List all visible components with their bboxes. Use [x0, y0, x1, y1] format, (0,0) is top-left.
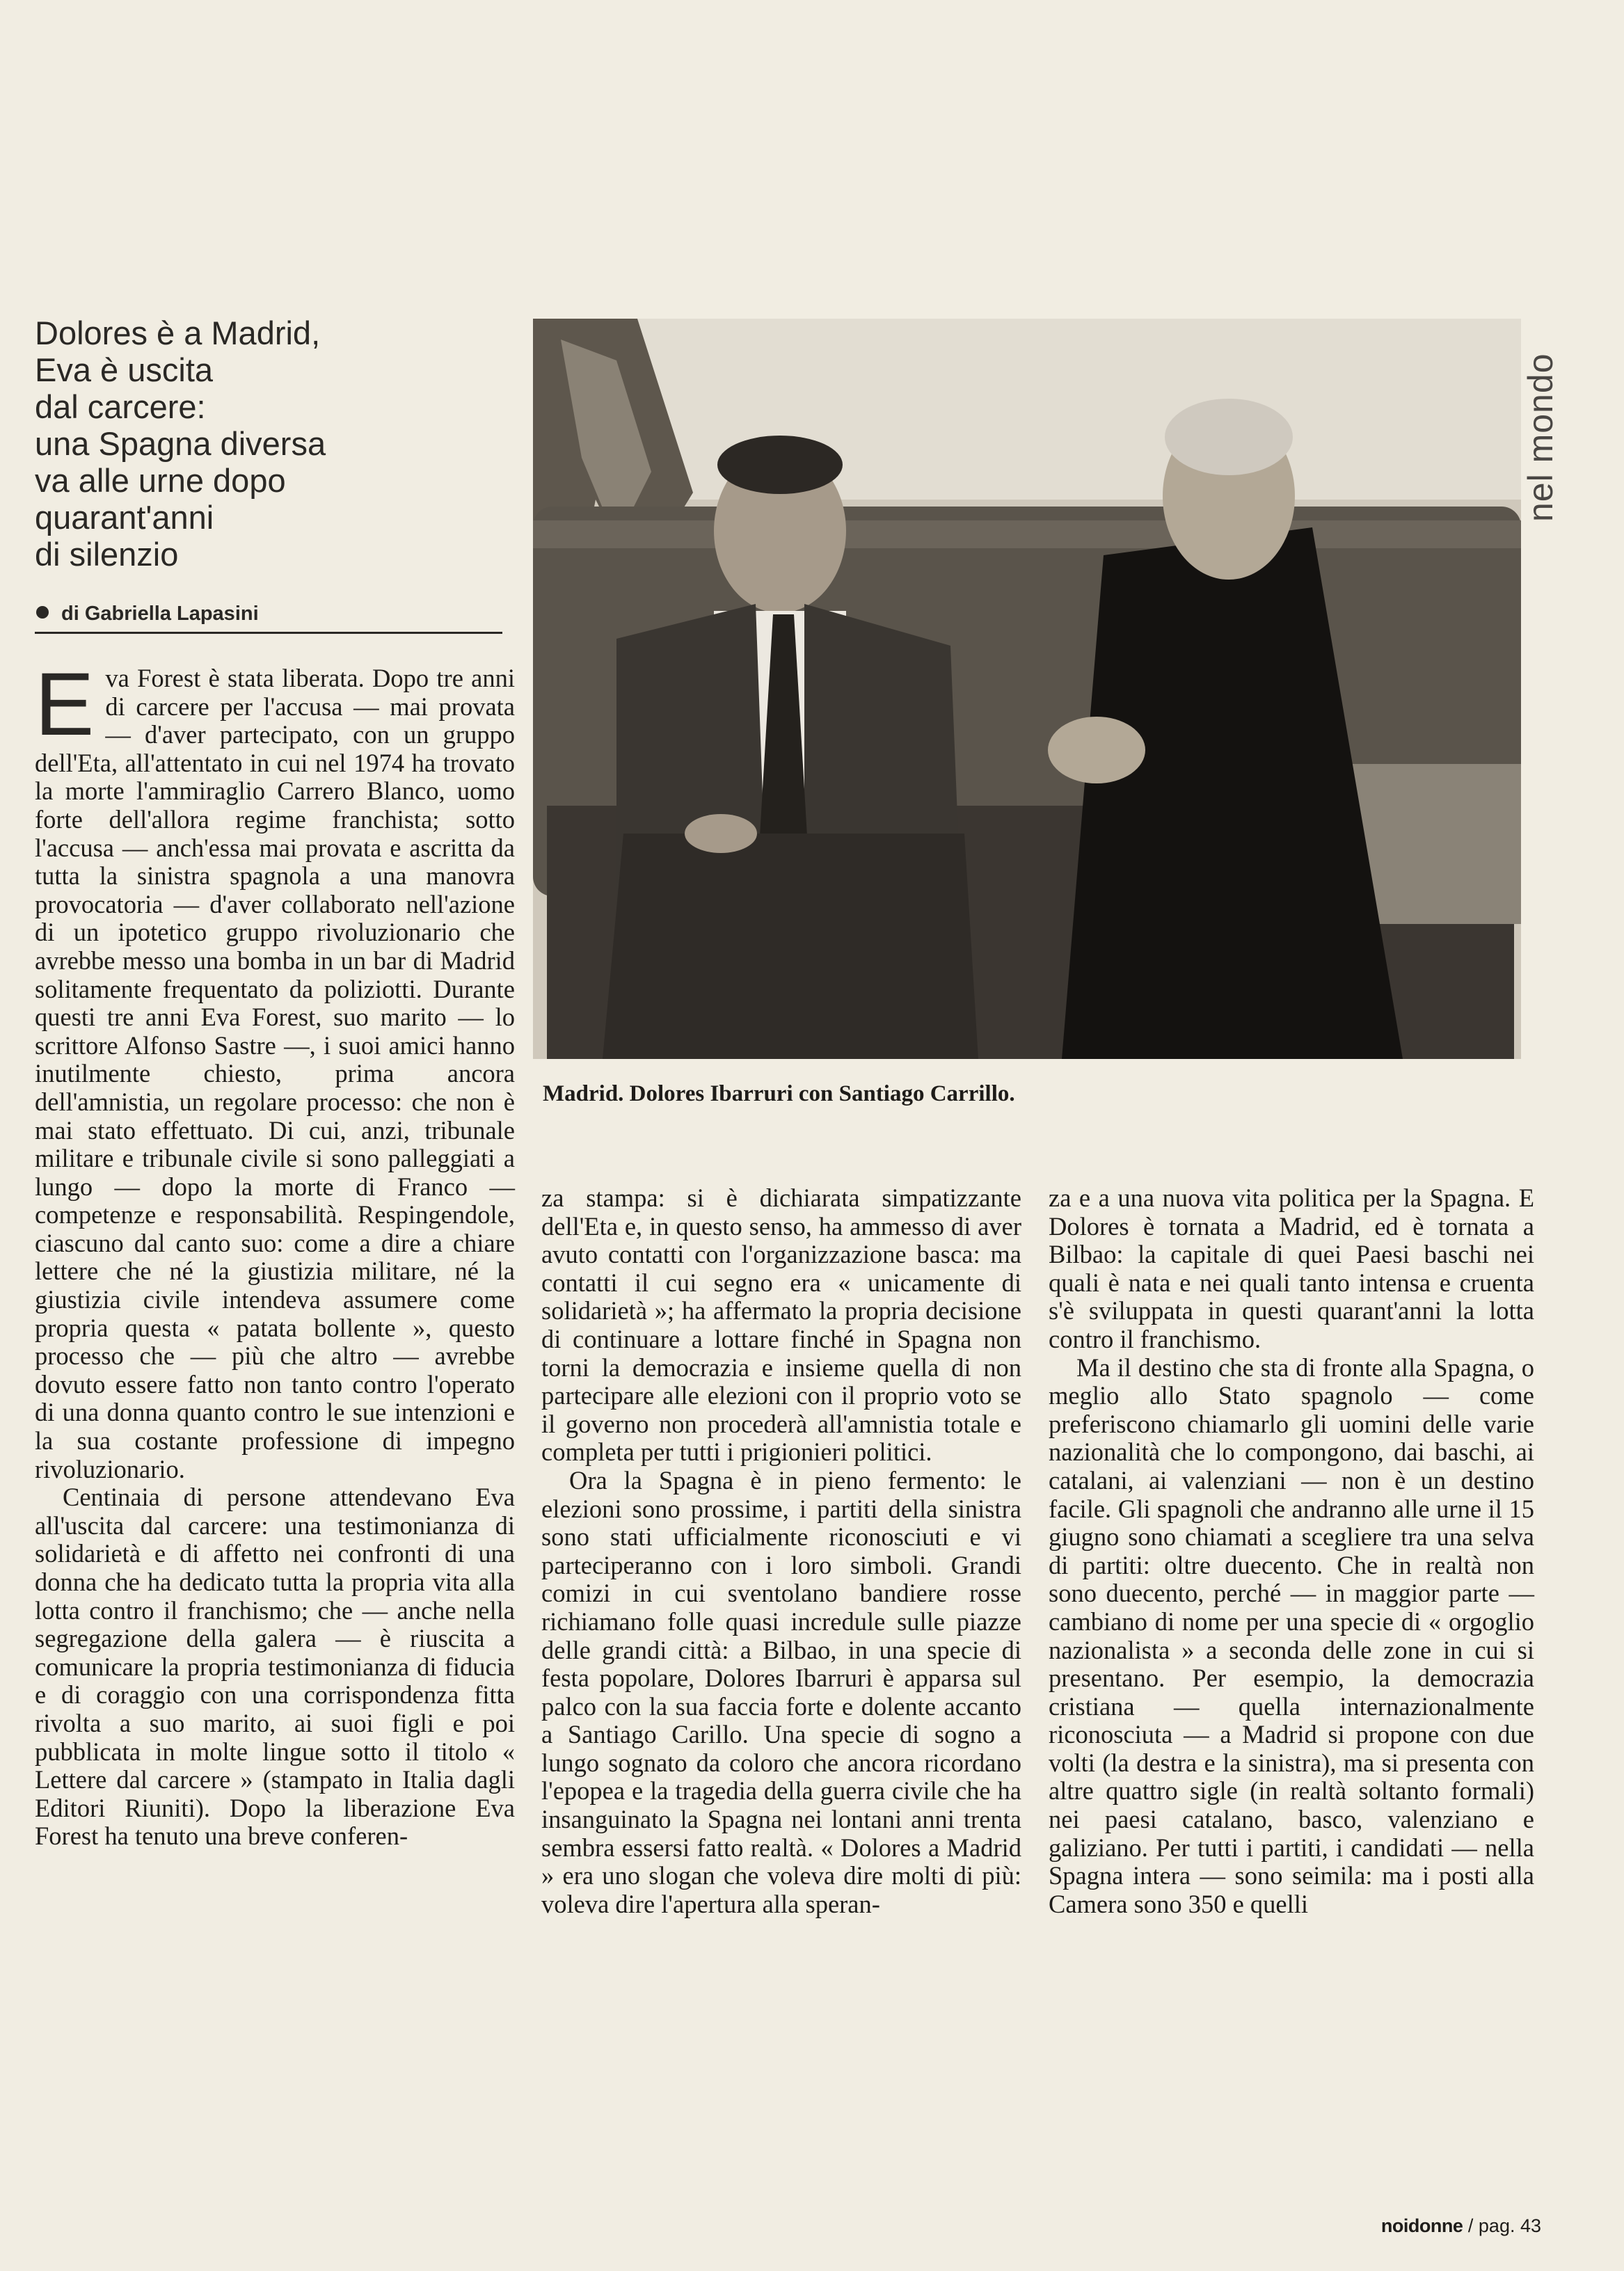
article-paragraph: Centinaia di persone attendevano Eva all'uscita dal carcere: una testimonianza di solidarietà e di affetto nei confronti di una donna che ha dedicato tutta la propria vita alla lotta contro il franchismo; che — anche nella segregazione della galera — è riuscita a comunicare la propria testimonianza di fiducia e di coraggio con una corrispondenza fitta rivolta a suo marito, ai suoi figli e poi pubblicata in molte lingue sotto il titolo « Lettere dal carcere » (stampato in Italia dagli Editori Riuniti). Dopo la liberazione Eva Forest ha tenuto una breve conferen-	[35, 1483, 515, 1851]
headline-line: va alle urne dopo	[35, 462, 286, 499]
byline-rule	[35, 632, 502, 634]
headline-line: di silenzio	[35, 536, 179, 573]
headline-line: dal carcere:	[35, 388, 206, 425]
headline-line: una Spagna diversa	[35, 425, 326, 462]
article-headline	[35, 314, 424, 573]
headline-line: Dolores è a Madrid,	[35, 314, 321, 351]
byline-text: di Gabriella Lapasini	[61, 603, 259, 625]
paragraph-text: va Forest è stata liberata. Dopo tre anni di carcere per l'accusa — mai provata — d'aver partecipato, con un gruppo dell'Eta, all'attentato in cui nel 1974 ha trovato la morte l'ammiraglio Carrero Blanco, uomo forte dell'allora regime franchista; sotto l'accusa — anch'essa mai provata e ascritta da tutta la sinistra spagnola a una manovra provocatoria — d'aver collaborato nell'azione di un ipotetico gruppo rivoluzionario che avrebbe messo una bomba in un bar di Madrid solitamente frequentato da poliziotti. Durante questi tre anni Eva Forest, suo marito — lo scrittore Alfonso Sastre —, i suoi amici hanno inutilmente chiesto, prima ancora dell'amnistia, un regolare processo: che non è mai stato effettuato. Di cui, anzi, tribunale militare e tribunale civile si sono palleggiati a lungo — dopo la morte di Franco — competenze e responsabilità. Respingendole, ciascuno dal canto suo: come a dire a chiare lettere che né la giustizia militare, né la giustizia civile intendeva assumere come propria questa « patata bollente », questo processo che — più che altro — avrebbe dovuto essere fatto non tanto contro l'operato di una donna quanto contro le sue intenzioni e la sua costante professione di impegno rivoluzionario.	[35, 664, 515, 1483]
article-paragraph	[35, 655, 515, 1483]
photo-caption: Madrid. Dolores Ibarruri con Santiago Carrillo.	[543, 1081, 1015, 1106]
article-paragraph: za e a una nuova vita politica per la Spagna. E Dolores è tornata a Madrid, ed è tornata a Bilbao: la capitale di quei Paesi baschi nei quali è nata e nei quali tanto intensa e cruenta s'è sviluppata in questi quarant'anni la lotta contro il franchismo.	[1049, 1184, 1534, 1353]
section-tag	[1520, 313, 1569, 522]
byline	[36, 603, 502, 625]
bullet-icon	[36, 606, 49, 619]
article-paragraph: za stampa: si è dichiarata simpatizzante dell'Eta e, in questo senso, ha ammesso di aver avuto contatti con l'organizzazione basca: ma contatti il cui segno era « unicamente di solidarietà »; ha affermato la propria decisione di continuare a lottare finché in Spagna non torni la democrazia e insieme quella di non partecipare alle elezioni con il proprio voto se il governo non procederà all'amnistia totale e completa per tutti i prigionieri politici.	[541, 1184, 1021, 1467]
headline-line: quarant'anni	[35, 499, 214, 536]
article-photo	[533, 319, 1521, 1059]
article-column-1	[35, 655, 515, 1851]
section-label: nel mondo	[1521, 353, 1560, 522]
page-number: / pag. 43	[1467, 2215, 1541, 2236]
headline-line: Eva è uscita	[35, 351, 214, 388]
article-column-3	[1049, 1184, 1534, 1918]
article-paragraph: Ora la Spagna è in pieno fermento: le elezioni sono prossime, i partiti della sinistra sono stati ufficialmente riconosciuti e vi parteciperanno con i loro simboli. Grandi comizi in cui sventolano bandiere rosse richiamano folle quasi incredule sulle piazze delle grandi città: a Bilbao, in una specie di festa popolare, Dolores Ibarruri è apparsa sul palco con la sua faccia forte e dolente accanto a Santiago Carillo. Una specie di sogno a lungo sognato da coloro che ancora ricordano l'epopea e la tragedia della guerra civile che ha insanguinato la Spagna nei lontani anni trenta sembra essersi fatto realtà. « Dolores a Madrid » era uno slogan che voleva dire molti di più: voleva dire l'apertura alla speran-	[541, 1465, 1021, 1918]
magazine-name: noidonne	[1380, 2215, 1463, 2236]
article-paragraph: Ma il destino che sta di fronte alla Spagna, o meglio allo Stato spagnolo — come preferiscono chiamarlo gli uomini delle varie nazionalità che lo compongono, dai baschi, ai catalani, ai valenziani — non è un destino facile. Gli spagnoli che andranno alle urne il 15 giugno sono chiamati a scegliere tra una selva di partiti: oltre duecento. Che in realtà non sono duecento, perché — in maggior parte — cambiano di nome per una specie di « orgoglio nazionalista » a seconda delle zone in cui si presentano. Per esempio, la democrazia cristiana — quella internazionalmente riconosciuta — a Madrid si propone con due volti (la destra e la sinistra), ma si presenta con altre quattro sigle (in realtà soltanto formali) nei paesi catalano, basco, valenziano e galiziano. Per tutti i partiti, i candidati — nella Spagna intera — sono seimila: ma i posti alla Camera sono 350 e quelli	[1049, 1353, 1534, 1918]
article-column-2	[541, 1184, 1021, 1918]
drop-cap: E	[35, 655, 95, 754]
page-footer	[1263, 2215, 1541, 2237]
photo-illustration	[533, 319, 1521, 1059]
